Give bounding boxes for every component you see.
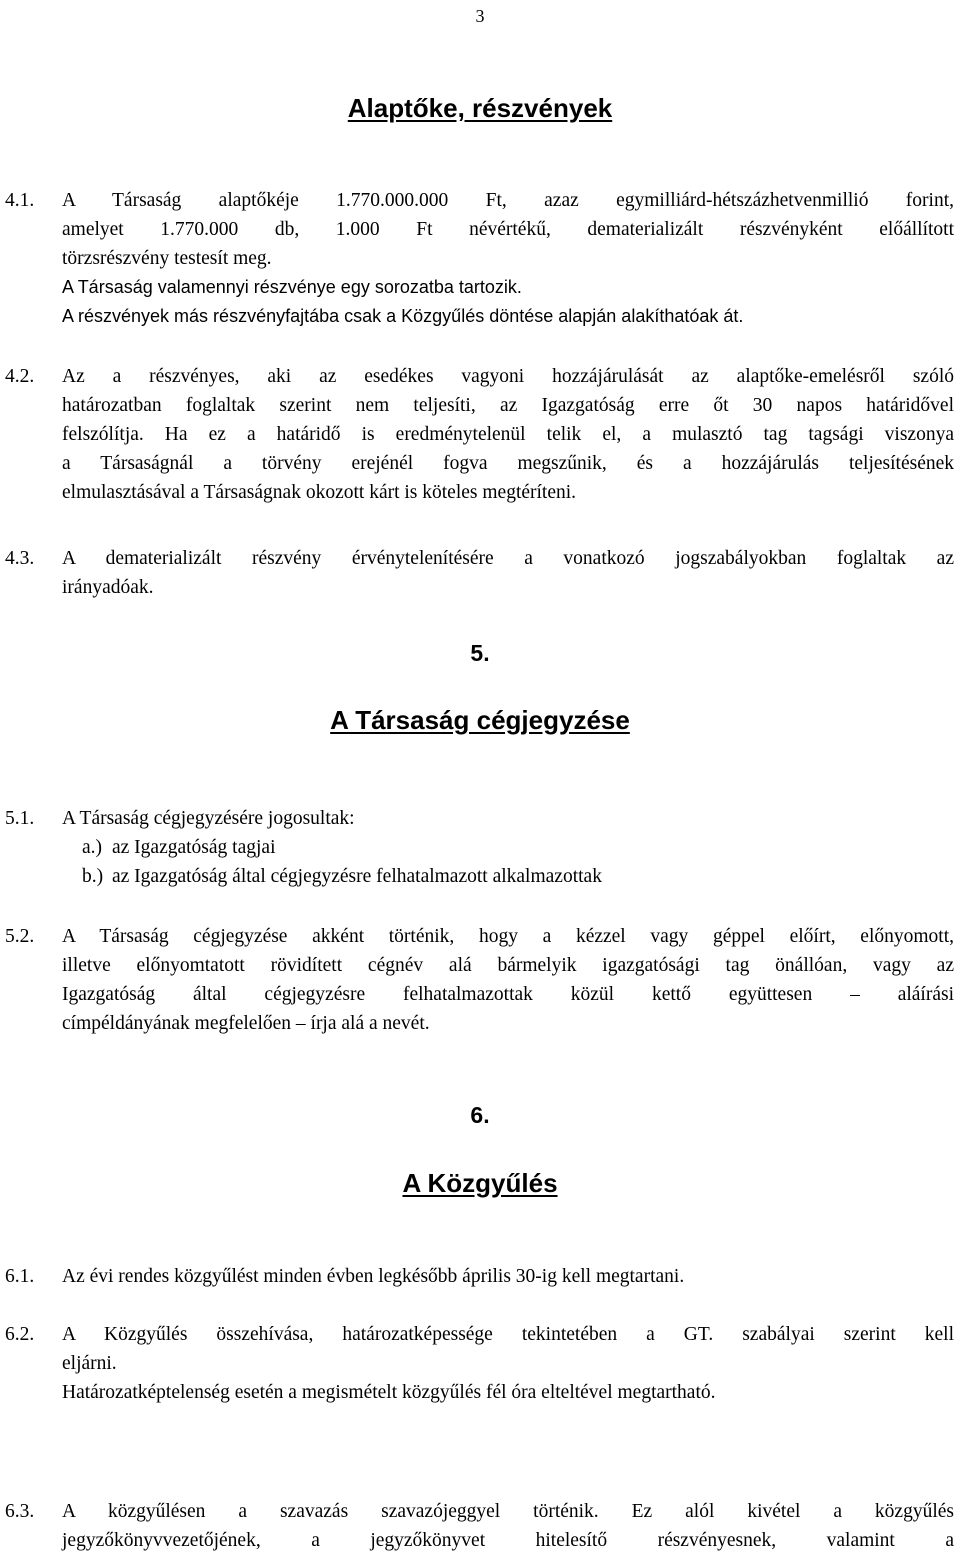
- list-item: [62, 862, 954, 891]
- clause-text: [62, 362, 954, 507]
- text-line: Az a részvényes, aki az esedékes vagyoni hozzájárulását az alaptőke-emelésről szóló: [62, 366, 954, 387]
- text-line: Igazgatóság által cégjegyzésre felhatalmazottak közül kettő együttesen – aláírási: [62, 984, 954, 1005]
- text-line: elmulasztásával a Társaságnak okozott kárt is köteles megtéríteni.: [62, 482, 577, 503]
- clause-number: 4.1.: [5, 190, 35, 211]
- text-line: a Társaságnál a törvény erejénél fogva megszűnik, és a hozzájárulás teljesítésének: [62, 453, 954, 474]
- section-5-title: A Társaság cégjegyzése: [330, 705, 630, 735]
- clause-text: [62, 186, 954, 331]
- clause-number: 6.1.: [5, 1266, 35, 1287]
- text-line: A Társaság cégjegyzésére jogosultak:: [62, 808, 355, 829]
- clause-text: [62, 804, 954, 891]
- clause-text: [62, 922, 954, 1038]
- text-line: törzsrészvény testesít meg.: [62, 248, 272, 269]
- text-line: illetve előnyomtatott rövidített cégnév alá bármelyik igazgatósági tag önállóan, vagy az: [62, 955, 954, 976]
- clause-number: 5.1.: [5, 808, 35, 829]
- text-line: határozatban foglaltak szerint nem teljesíti, az Igazgatóság erre őt 30 napos határidővel: [62, 395, 954, 416]
- text-line: A Társaság valamennyi részvénye egy sorozatba tartozik.: [62, 277, 522, 297]
- clause-number: 6.3.: [5, 1501, 35, 1522]
- text-line: A Közgyűlés összehívása, határozatképessége tekintetében a GT. szabályai szerint kell: [62, 1324, 954, 1345]
- text-line: A közgyűlésen a szavazás szavazójeggyel történik. Ez alól kivétel a közgyűlés: [62, 1501, 954, 1522]
- list-item: [62, 833, 954, 862]
- text-line: amelyet 1.770.000 db, 1.000 Ft névértékű, dematerializált részvényként előállított: [62, 219, 954, 240]
- section-5-number: 5.: [470, 640, 490, 666]
- section-6-number: 6.: [470, 1102, 490, 1128]
- text-line: A részvények más részvényfajtába csak a Közgyűlés döntése alapján alakíthatóak át.: [62, 306, 744, 326]
- text-line: jegyzőkönyvvezetőjének, a jegyzőkönyvet hitelesítő részvényesnek, valamint a: [62, 1530, 954, 1551]
- list-marker: a.): [82, 837, 103, 858]
- text-line: Az évi rendes közgyűlést minden évben legkésőbb április 30-ig kell megtartani.: [62, 1266, 685, 1287]
- page-number: 3: [475, 6, 485, 26]
- text-line: A Társaság alaptőkéje 1.770.000.000 Ft, azaz egymilliárd-hétszázhetvenmillió forint,: [62, 190, 954, 211]
- list-item-text: az Igazgatóság által cégjegyzésre felhatalmazott alkalmazottak: [112, 866, 602, 887]
- clause-text: [62, 1497, 954, 1555]
- text-line: Határozatképtelenség esetén a megismételt közgyűlés fél óra elteltével megtartható.: [62, 1382, 716, 1403]
- clause-text: [62, 1320, 954, 1407]
- text-line: A dematerializált részvény érvénytelenítésére a vonatkozó jogszabályokban foglaltak az: [62, 548, 954, 569]
- list-marker: b.): [82, 866, 104, 887]
- section-4-title: Alaptőke, részvények: [347, 93, 613, 123]
- text-line: eljárni.: [62, 1353, 117, 1374]
- list-item-text: az Igazgatóság tagjai: [112, 837, 276, 858]
- clause-number: 4.2.: [5, 366, 35, 387]
- clause-number: 5.2.: [5, 926, 35, 947]
- text-line: A Társaság cégjegyzése akként történik, hogy a kézzel vagy géppel előírt, előnyomott,: [62, 926, 954, 947]
- text-line: felszólítja. Ha ez a határidő is eredménytelenül telik el, a mulasztó tag tagsági viszonya: [62, 424, 954, 445]
- text-line: irányadóak.: [62, 577, 154, 598]
- clause-number: 4.3.: [5, 548, 35, 569]
- clause-text: [62, 1262, 954, 1291]
- clause-number: 6.2.: [5, 1324, 35, 1345]
- section-6-title: A Közgyűlés: [402, 1168, 558, 1198]
- clause-text: [62, 544, 954, 602]
- text-line: címpéldányának megfelelően – írja alá a nevét.: [62, 1013, 430, 1034]
